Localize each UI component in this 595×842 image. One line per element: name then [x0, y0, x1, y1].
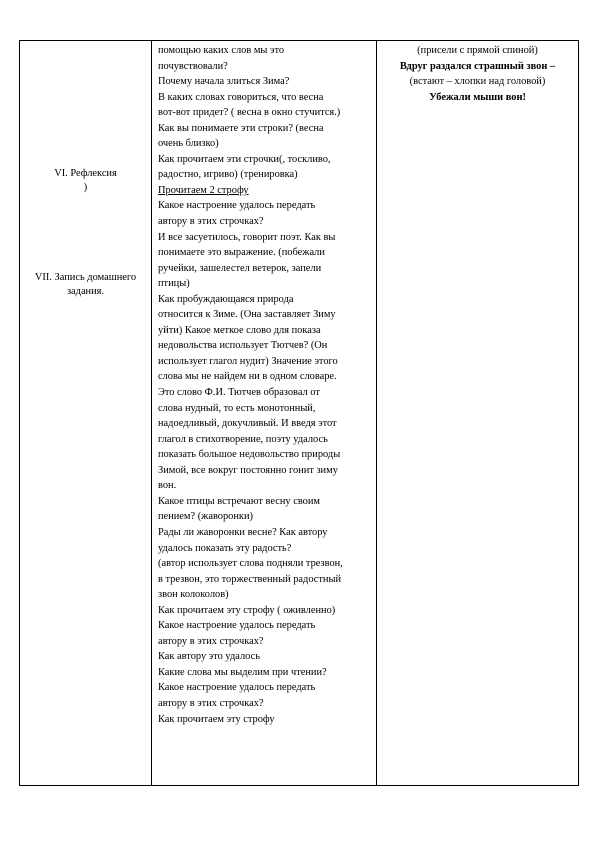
- text-line: Как прочитаем эти строчки(, тоскливо,: [158, 153, 331, 165]
- stage-reflection-paren: ): [83, 181, 88, 193]
- text-line: Зимой, все вокруг постоянно гонит зиму: [158, 464, 338, 476]
- text-line: надоедливый, докучливый. И введя этот: [158, 418, 337, 430]
- text-line-bold: Убежали мыши вон!: [429, 91, 526, 103]
- text-line: вот-вот придет? ( весна в окно стучится.): [158, 107, 341, 119]
- stage-reflection-label: VI. Рефлексия: [54, 168, 117, 179]
- section-heading: Прочитаем 2 строфу: [158, 184, 249, 196]
- stage-homework: [20, 271, 151, 298]
- student-activity-cell: [377, 41, 579, 786]
- text-line: звон колоколов): [158, 589, 229, 601]
- text-line: Какие слова мы выделим при чтении?: [158, 666, 327, 678]
- text-line: глагол в стихотворение, поэту удалось: [158, 433, 328, 445]
- text-line: Какое настроение удалось передать: [158, 200, 316, 212]
- text-line: радостно, игриво) (тренировка): [158, 169, 298, 181]
- text-line: Как пробуждающаяся природа: [158, 293, 294, 305]
- text-line: пением? (жаворонки): [158, 511, 253, 523]
- stage-homework-line: VII. Запись домашнего: [34, 272, 137, 283]
- stage-homework-line: задания.: [66, 285, 105, 297]
- text-line: Как прочитаем эту строфу: [158, 713, 275, 725]
- lesson-table: [19, 40, 579, 786]
- text-line: Как прочитаем эту строфу ( оживленно): [158, 604, 336, 616]
- text-line: удалось показать эту радость?: [158, 542, 292, 554]
- text-line: Рады ли жаворонки весне? Как автору: [158, 526, 328, 538]
- text-line: Как автору это удалось: [158, 651, 260, 663]
- text-line: очень близко): [158, 138, 219, 150]
- text-line: И все засуетилось, говорит поэт. Как вы: [158, 231, 336, 243]
- text-line: (присели с прямой спиной): [417, 45, 538, 56]
- text-line: понимаете это выражение. (побежали: [158, 247, 325, 259]
- text-line: (автор использует слова подняли трезвон,: [158, 558, 343, 570]
- text-line: птицы): [158, 278, 190, 290]
- student-activity-text: [377, 41, 578, 105]
- text-line: автору в этих строчках?: [158, 697, 264, 709]
- teacher-activity-text: [152, 41, 376, 727]
- text-line: Какое настроение удалось передать: [158, 620, 316, 632]
- text-line: Почему начала злиться Зима?: [158, 76, 290, 88]
- text-line: автору в этих строчках?: [158, 635, 264, 647]
- stage-reflection: [20, 167, 151, 194]
- text-line: Какое настроение удалось передать: [158, 682, 316, 694]
- text-line: Как вы понимаете эти строки? (весна: [158, 122, 324, 134]
- text-line: использует глагол нудит) Значение этого: [158, 355, 338, 367]
- text-line: помощью каких слов мы это: [158, 45, 285, 56]
- table-row: [20, 41, 579, 786]
- text-line: уйти) Какое меткое слово для показа: [158, 324, 321, 336]
- text-line: слова нудный, то есть монотонный,: [158, 402, 316, 414]
- text-line: Какое птицы встречают весну своим: [158, 495, 320, 507]
- teacher-activity-cell: [152, 41, 377, 786]
- stage-cell: [20, 41, 152, 786]
- text-line: В каких словах говориться, что весна: [158, 91, 324, 103]
- text-line: относится к Зиме. (Она заставляет Зиму: [158, 309, 336, 321]
- text-line: почувствовали?: [158, 60, 228, 72]
- text-line: вон.: [158, 480, 177, 492]
- text-line-bold: Вдруг раздался страшный звон –: [399, 60, 556, 72]
- text-line: ручейки, зашелестел ветерок, запели: [158, 262, 322, 274]
- text-line: Это слово Ф.И. Тютчев образовал от: [158, 387, 320, 399]
- text-line: автору в этих строчках?: [158, 216, 264, 228]
- text-line: слова мы не найдем ни в одном словаре.: [158, 371, 337, 383]
- text-line: недовольства использует Тютчев? (Он: [158, 340, 328, 352]
- text-line: показать большое недовольство природы: [158, 449, 341, 461]
- text-line: (встают – хлопки над головой): [409, 76, 546, 88]
- text-line: в трезвон, это торжественный радостный: [158, 573, 342, 585]
